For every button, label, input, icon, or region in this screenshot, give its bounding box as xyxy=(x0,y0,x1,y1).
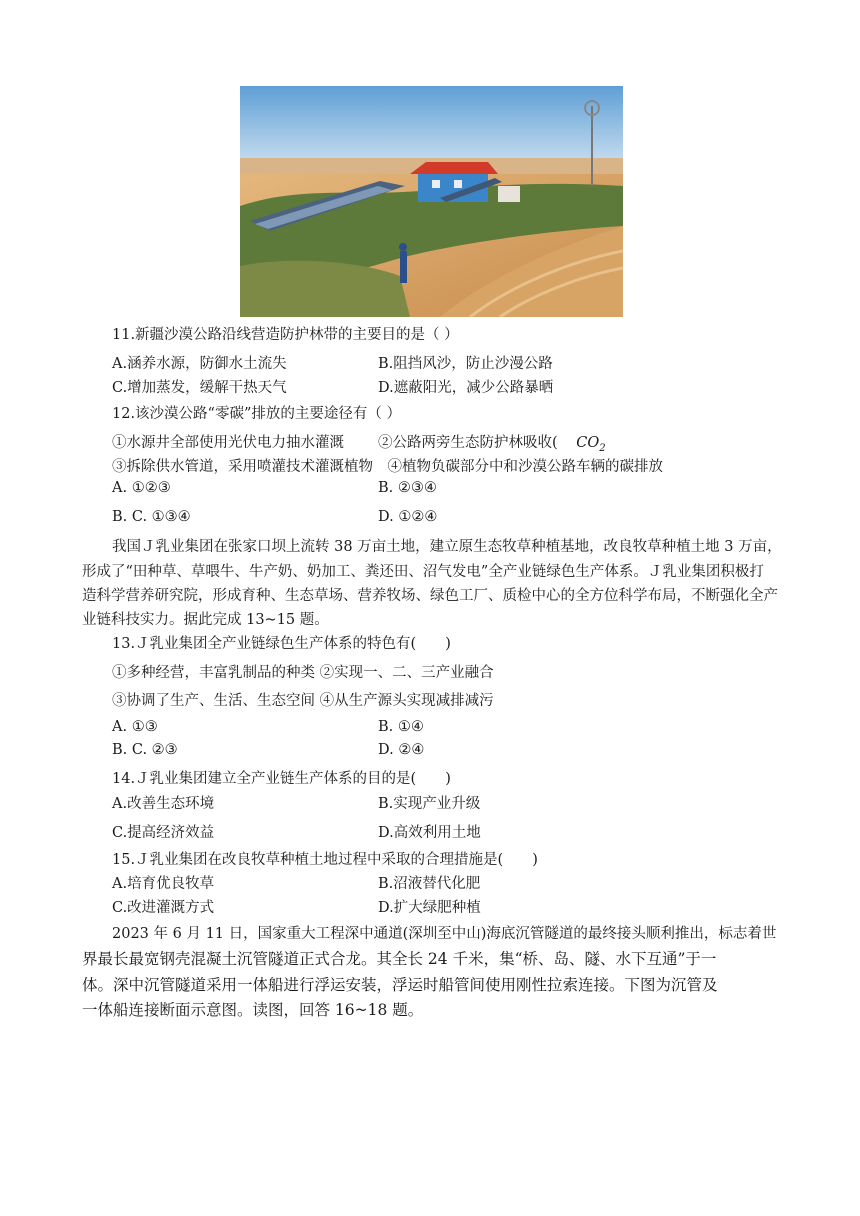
q15-option-b[interactable]: B.沼液替代化肥 xyxy=(378,876,481,892)
co2-main: CO xyxy=(576,435,600,451)
passage1-line1: 我国Ｊ乳业集团在张家口坝上流转 38 万亩土地，建立原生态牧草种植基地，改良牧草种植土地 3 万亩， xyxy=(112,539,782,555)
q14-option-a[interactable]: A.改善生态环境 xyxy=(112,796,215,812)
q12-statement-2 xyxy=(378,431,606,454)
q12-option-d[interactable]: D. ①②④ xyxy=(378,509,438,525)
q13-option-b[interactable]: B. ①④ xyxy=(378,719,424,735)
passage1-line3: 造科学营养研究院，形成育种、生态草场、营养牧场、绿色工厂、质检中心的全方位科学布局，不断强化全产 xyxy=(82,588,778,604)
q14-option-b[interactable]: B.实现产业升级 xyxy=(378,796,481,812)
passage2-line4: 一体船连接断面示意图。读图，回答 16~18 题。 xyxy=(82,1001,424,1019)
q15-stem: 15.Ｊ乳业集团在改良牧草种植土地过程中采取的合理措施是( ) xyxy=(112,852,538,868)
passage2-line2: 界最长最宽钢壳混凝土沉管隧道正式合龙。其全长 24 千米，集“桥、岛、隧、水下互通”于一 xyxy=(82,950,717,968)
passage2-line3: 体。深中沉管隧道采用一体船进行浮运安装，浮运时船管间使用刚性拉索连接。下图为沉管及 xyxy=(82,976,718,994)
co2-formula xyxy=(576,435,606,454)
co2-sub: 2 xyxy=(599,442,606,454)
q11-option-d[interactable]: D.遮蔽阳光，减少公路暴晒 xyxy=(378,380,554,396)
q13-option-c[interactable]: B. C. ②③ xyxy=(112,742,178,758)
desert-road-photo xyxy=(240,86,623,317)
q11-stem: 11.新疆沙漠公路沿线营造防护林带的主要目的是（ ） xyxy=(112,327,459,343)
q11-option-c[interactable]: C.增加蒸发，缓解干热天气 xyxy=(112,380,287,396)
q14-option-c[interactable]: C.提高经济效益 xyxy=(112,825,215,841)
q12-option-b[interactable]: B. ②③④ xyxy=(378,480,437,496)
q12-statement-2-text: ②公路两旁生态防护林吸收( xyxy=(378,435,558,451)
passage1-line4: 业链科技实力。据此完成 13~15 题。 xyxy=(82,612,329,628)
q12-option-a[interactable]: A. ①②③ xyxy=(112,480,171,496)
passage2-line1: 2023 年 6 月 11 日，国家重大工程深中通道(深圳至中山)海底沉管隧道的最终接头顺利推出，标志着世 xyxy=(112,926,777,942)
q14-option-d[interactable]: D.高效利用土地 xyxy=(378,825,481,841)
q13-stem: 13.Ｊ乳业集团全产业链绿色生产体系的特色有( ) xyxy=(112,636,451,652)
q12-stem: 12.该沙漠公路“零碳”排放的主要途径有（ ） xyxy=(112,406,401,422)
q14-stem: 14.Ｊ乳业集团建立全产业链生产体系的目的是( ) xyxy=(112,771,451,787)
q13-statements-3-4: ③协调了生产、生活、生态空间 ④从生产源头实现减排减污 xyxy=(112,693,494,709)
q13-option-a[interactable]: A. ①③ xyxy=(112,719,158,735)
q15-option-d[interactable]: D.扩大绿肥种植 xyxy=(378,900,481,916)
q11-option-b[interactable]: B.阻挡风沙，防止沙漫公路 xyxy=(378,356,553,372)
q12-statements-3-4: ③拆除供水管道，采用喷灌技术灌溉植物 ④植物负碳部分中和沙漠公路车辆的碳排放 xyxy=(112,459,663,475)
q12-option-c[interactable]: B. C. ①③④ xyxy=(112,509,191,525)
q15-option-c[interactable]: C.改进灌溉方式 xyxy=(112,900,215,916)
q13-statements-1-2: ①多种经营，丰富乳制品的种类 ②实现一、二、三产业融合 xyxy=(112,665,494,681)
q13-option-d[interactable]: D. ②④ xyxy=(378,742,425,758)
q11-option-a[interactable]: A.涵养水源，防御水土流失 xyxy=(112,356,287,372)
passage1-line2: 形成了“田种草、草喂牛、牛产奶、奶加工、粪还田、沼气发电”全产业链绿色生产体系。Ｊ乳业集团积极打 xyxy=(82,564,764,580)
q15-option-a[interactable]: A.培育优良牧草 xyxy=(112,876,215,892)
q12-statement-1: ①水源井全部使用光伏电力抽水灌溉 xyxy=(112,435,344,451)
